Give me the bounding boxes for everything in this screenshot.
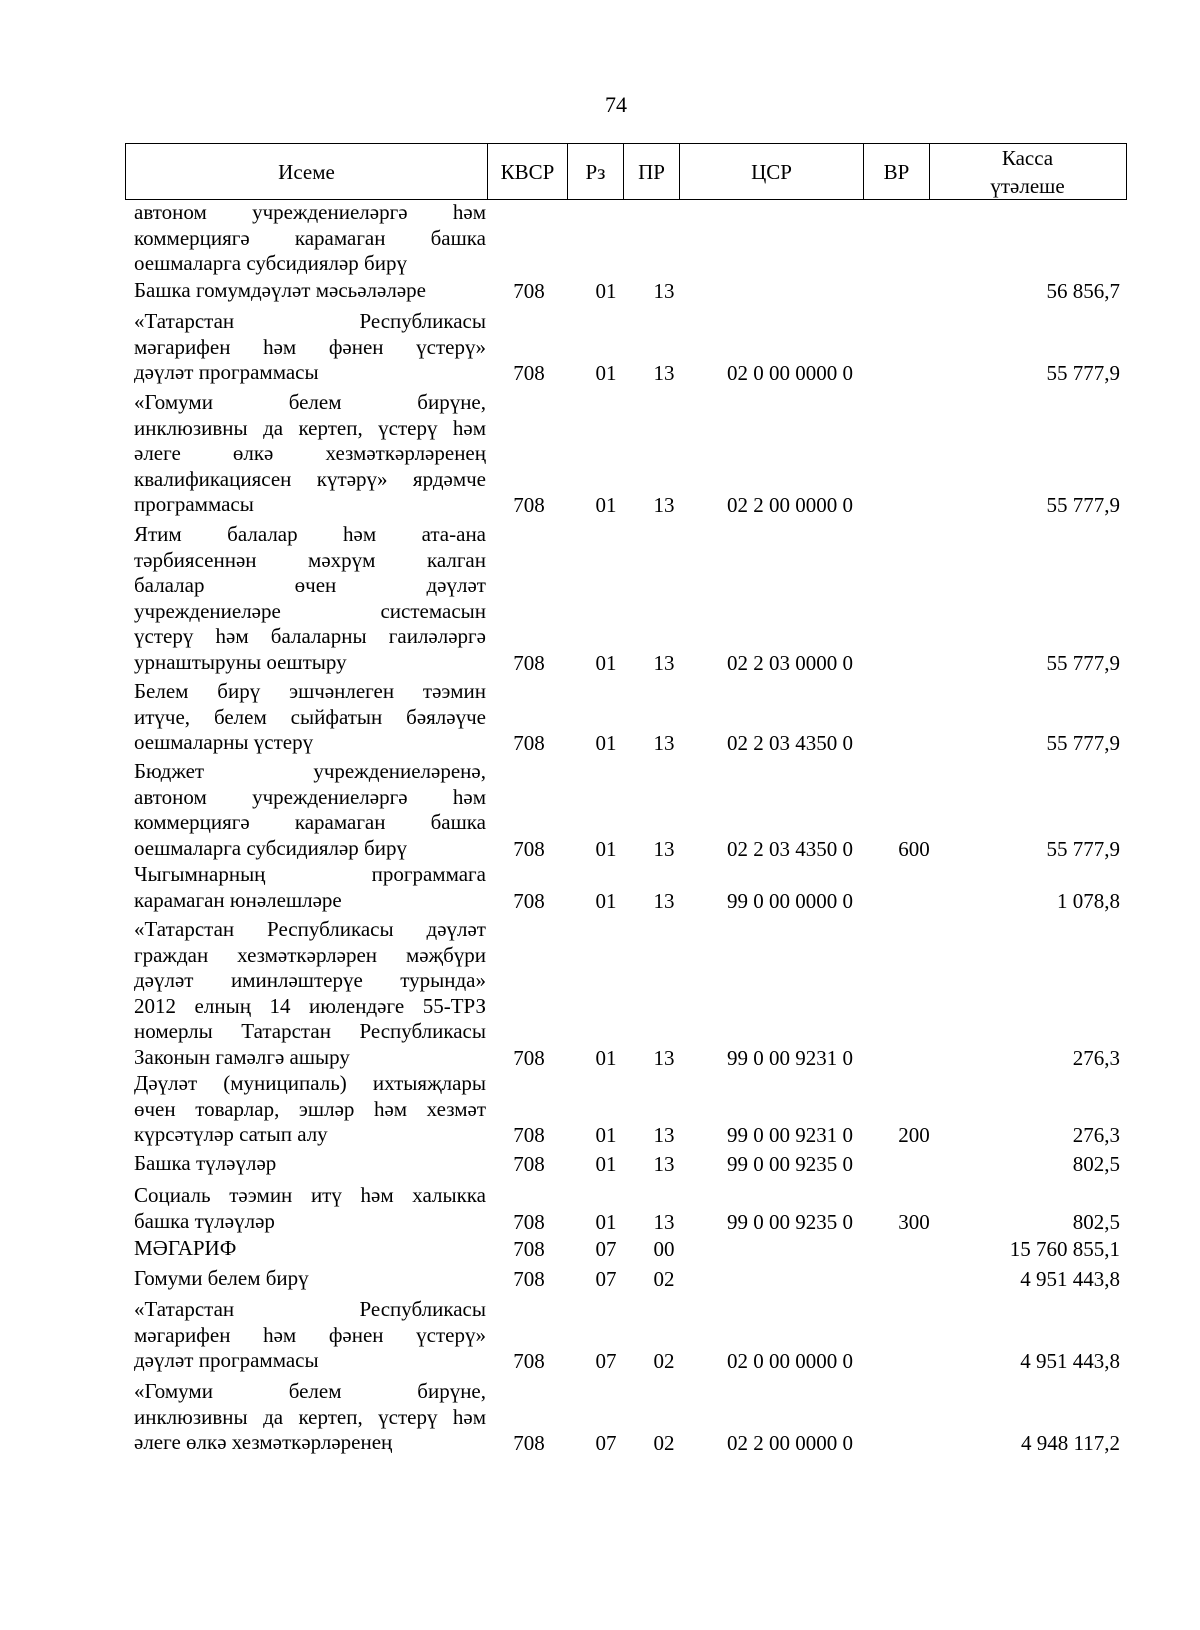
row-name-line: инклюзивны да кертеп, үстерү һәм xyxy=(134,415,486,440)
row-name xyxy=(134,862,486,913)
header-rz: Рз xyxy=(567,144,623,199)
row-kvsr: 708 xyxy=(513,651,545,675)
row-pr: 02 xyxy=(653,1349,675,1374)
header-pr: ПР xyxy=(623,144,679,199)
header-name: Исеме xyxy=(278,159,335,184)
row-name xyxy=(134,1183,486,1234)
row-rz: 01 xyxy=(595,731,617,756)
row-name-line: оешмаларга субсидияләр бирү xyxy=(134,835,407,860)
row-name-line: Дәүләт (муниципаль) ихтыяҗлары xyxy=(134,1071,486,1095)
header-csr: ЦСР xyxy=(679,144,863,199)
header-amount-line1: Касса xyxy=(1001,145,1054,170)
row-name-line: әлеге өлкә хезмәткәрләренең xyxy=(134,1430,393,1455)
row-amount: 55 777,9 xyxy=(1046,836,1120,861)
row-name-line: башка түләүләр xyxy=(134,1208,275,1233)
row-rz: 01 xyxy=(595,1209,617,1234)
row-name-line: өчен товарлар, эшләр һәм хезмәт xyxy=(134,1096,486,1121)
row-amount: 4 951 443,8 xyxy=(1020,1349,1120,1374)
row-name-line: «Татарстан Республикасы дәүләт xyxy=(134,917,486,941)
row-amount: 55 777,9 xyxy=(1046,493,1120,518)
row-pr: 13 xyxy=(653,1046,675,1070)
row-name-line: «Татарстан Республикасы xyxy=(134,309,486,333)
header-vr: ВР xyxy=(863,144,929,199)
row-csr: 99 0 00 9231 0 xyxy=(727,1046,853,1070)
row-kvsr: 708 xyxy=(513,1152,545,1176)
row-kvsr: 708 xyxy=(513,279,545,303)
row-csr: 99 0 00 0000 0 xyxy=(727,888,853,913)
row-csr: 02 2 03 4350 0 xyxy=(727,731,853,756)
row-name xyxy=(134,200,486,277)
row-name-line: карамаган юнәлешләре xyxy=(134,887,342,912)
row-name xyxy=(134,1151,486,1177)
row-name-line: оешмаларга субсидияләр бирү xyxy=(134,251,407,276)
row-name xyxy=(134,390,486,518)
row-name-line: Гомуми белем бирү xyxy=(134,1266,309,1290)
row-pr: 13 xyxy=(653,279,675,303)
row-kvsr: 708 xyxy=(513,1046,545,1070)
row-csr: 02 2 03 4350 0 xyxy=(727,836,853,861)
row-rz: 01 xyxy=(595,651,617,675)
row-pr: 13 xyxy=(653,1209,675,1234)
row-name-line: автоном учреждениеләргә һәм xyxy=(134,784,486,809)
row-rz: 01 xyxy=(595,836,617,861)
row-kvsr: 708 xyxy=(513,1267,545,1291)
row-amount: 4 951 443,8 xyxy=(1020,1267,1120,1291)
row-vr: 600 xyxy=(898,836,930,861)
row-name-line: Бюджет учреждениеләренә, xyxy=(134,759,486,783)
row-name-line: мәгарифен һәм фәнен үстерү» xyxy=(134,334,486,359)
row-name-line: граждан хезмәткәрләрен мәҗбүри xyxy=(134,942,486,967)
row-name-line: тәрбиясеннән мәхрүм калган xyxy=(134,547,486,572)
row-amount: 55 777,9 xyxy=(1046,731,1120,756)
row-amount: 56 856,7 xyxy=(1046,279,1120,303)
row-rz: 01 xyxy=(595,1152,617,1176)
row-name-line: оешмаларны үстерү xyxy=(134,730,314,755)
row-vr: 300 xyxy=(898,1209,930,1234)
row-name-line: әлеге өлкә хезмәткәрләренең xyxy=(134,441,486,466)
row-kvsr: 708 xyxy=(513,1349,545,1374)
row-amount: 276,3 xyxy=(1072,1123,1120,1148)
row-name-line: итүче, белем сыйфатын бәяләүче xyxy=(134,704,486,729)
row-amount: 15 760 855,1 xyxy=(1009,1237,1120,1261)
row-rz: 01 xyxy=(595,493,617,518)
row-name-line: күрсәтүләр сатып алу xyxy=(134,1122,328,1147)
row-amount: 4 948 117,2 xyxy=(1021,1431,1120,1456)
row-kvsr: 708 xyxy=(513,493,545,518)
row-kvsr: 708 xyxy=(513,361,545,386)
row-name xyxy=(134,1297,486,1374)
row-rz: 07 xyxy=(595,1267,617,1291)
row-rz: 01 xyxy=(595,888,617,913)
row-rz: 01 xyxy=(595,1123,617,1148)
row-name-line: автоном учреждениеләргә һәм xyxy=(134,200,486,224)
row-rz: 07 xyxy=(595,1349,617,1374)
row-rz: 07 xyxy=(595,1237,617,1261)
header-amount-line2: үтәлеше xyxy=(990,173,1065,198)
page-number: 74 xyxy=(605,92,627,117)
row-name-line: «Гомуми белем бирүне, xyxy=(134,1379,486,1403)
row-name xyxy=(134,522,486,676)
row-name xyxy=(134,278,486,304)
row-name-line: «Татарстан Республикасы xyxy=(134,1297,486,1321)
row-name xyxy=(134,1379,486,1456)
row-pr: 13 xyxy=(653,836,675,861)
row-csr: 02 2 00 0000 0 xyxy=(727,493,853,518)
row-pr: 13 xyxy=(653,361,675,386)
row-name-line: коммерциягә карамаган башка xyxy=(134,225,486,250)
row-name-line: инклюзивны да кертеп, үстерү һәм xyxy=(134,1404,486,1429)
row-name-line: Ятим балалар һәм ата-ана xyxy=(134,522,486,546)
row-kvsr: 708 xyxy=(513,888,545,913)
row-amount: 55 777,9 xyxy=(1046,651,1120,675)
row-csr: 99 0 00 9235 0 xyxy=(727,1209,853,1234)
row-kvsr: 708 xyxy=(513,1123,545,1148)
row-csr: 02 2 03 0000 0 xyxy=(727,651,853,675)
row-amount: 276,3 xyxy=(1072,1046,1120,1070)
row-name-line: программасы xyxy=(134,492,254,517)
row-kvsr: 708 xyxy=(513,836,545,861)
row-pr: 13 xyxy=(653,493,675,518)
row-amount: 1 078,8 xyxy=(1057,888,1120,913)
row-csr: 99 0 00 9235 0 xyxy=(727,1152,853,1176)
row-kvsr: 708 xyxy=(513,731,545,756)
header-amount xyxy=(929,144,1125,199)
row-pr: 02 xyxy=(653,1431,675,1456)
row-name-line: үстерү һәм балаларны гаиләләргә xyxy=(134,624,486,649)
row-rz: 01 xyxy=(595,279,617,303)
row-name xyxy=(134,1266,486,1292)
row-kvsr: 708 xyxy=(513,1431,545,1456)
row-name-line: Законын гамәлгә ашыру xyxy=(134,1044,350,1069)
row-name xyxy=(134,1236,486,1262)
row-name-line: дәүләт программасы xyxy=(134,360,319,385)
row-name-line: МӘГАРИФ xyxy=(134,1236,237,1260)
row-rz: 01 xyxy=(595,1046,617,1070)
row-name-line: коммерциягә карамаган башка xyxy=(134,810,486,835)
row-name-line: квалификациясен күтәрү» ярдәмче xyxy=(134,466,486,491)
row-name-line: Чыгымнарның программага xyxy=(134,862,486,886)
row-name-line: Башка гомумдәүләт мәсьәләләре xyxy=(134,278,426,302)
row-name xyxy=(134,917,486,1071)
row-pr: 13 xyxy=(653,1123,675,1148)
row-name xyxy=(134,759,486,861)
row-name-line: номерлы Татарстан Республикасы xyxy=(134,1019,486,1044)
row-pr: 13 xyxy=(653,651,675,675)
row-name-line: Социаль тәэмин итү һәм халыкка xyxy=(134,1183,486,1207)
row-name-line: дәүләт иминләштерүе турында» xyxy=(134,968,486,993)
row-kvsr: 708 xyxy=(513,1209,545,1234)
row-name-line: Башка түләүләр xyxy=(134,1151,277,1175)
row-rz: 01 xyxy=(595,361,617,386)
row-csr: 02 2 00 0000 0 xyxy=(727,1431,853,1456)
table-header xyxy=(125,143,1127,200)
row-rz: 07 xyxy=(595,1431,617,1456)
row-amount: 55 777,9 xyxy=(1046,361,1120,386)
row-pr: 02 xyxy=(653,1267,675,1291)
row-name-line: 2012 елның 14 июлендәге 55-ТРЗ xyxy=(134,993,486,1018)
row-name-line: дәүләт программасы xyxy=(134,1348,319,1373)
row-pr: 00 xyxy=(653,1237,675,1261)
row-name xyxy=(134,679,486,756)
row-vr: 200 xyxy=(898,1123,930,1148)
row-amount: 802,5 xyxy=(1072,1209,1120,1234)
row-csr: 99 0 00 9231 0 xyxy=(727,1123,853,1148)
row-csr: 02 0 00 0000 0 xyxy=(727,361,853,386)
row-amount: 802,5 xyxy=(1072,1152,1120,1176)
row-name-line: Белем бирү эшчәнлеген тәэмин xyxy=(134,679,486,703)
row-pr: 13 xyxy=(653,731,675,756)
row-name xyxy=(134,1071,486,1148)
row-name-line: урнаштыруны оештыру xyxy=(134,649,347,674)
row-name-line: учреждениеләре системасын xyxy=(134,598,486,623)
row-name-line: балалар өчен дәүләт xyxy=(134,573,486,598)
row-name xyxy=(134,309,486,386)
row-name-line: мәгарифен һәм фәнен үстерү» xyxy=(134,1322,486,1347)
header-kvsr: КВСР xyxy=(487,144,567,199)
row-csr: 02 0 00 0000 0 xyxy=(727,1349,853,1374)
row-kvsr: 708 xyxy=(513,1237,545,1261)
row-pr: 13 xyxy=(653,888,675,913)
row-name-line: «Гомуми белем бирүне, xyxy=(134,390,486,414)
row-pr: 13 xyxy=(653,1152,675,1176)
